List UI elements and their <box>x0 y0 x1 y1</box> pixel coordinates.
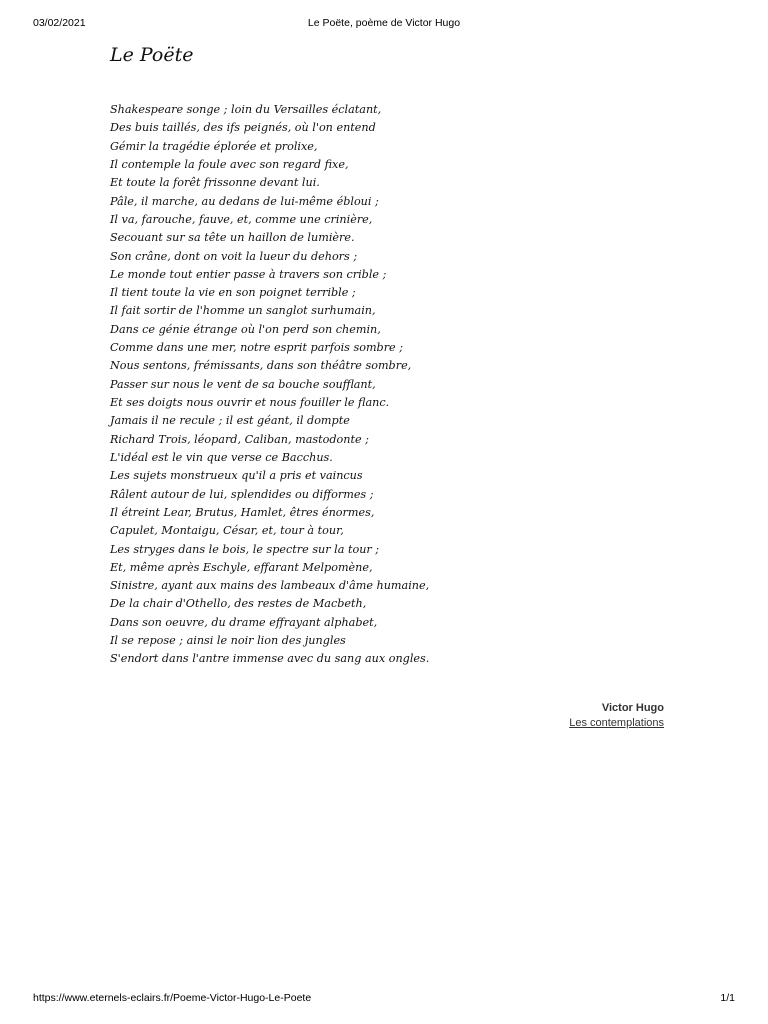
print-page-number: 1/1 <box>720 992 735 1004</box>
poem-line: Il se repose ; ainsi le noir lion des jungles <box>110 634 346 648</box>
poem-line: Capulet, Montaigu, César, et, tour à tour, <box>110 524 344 538</box>
poem-line: Il contemple la foule avec son regard fixe, <box>110 157 349 171</box>
attribution <box>569 701 664 731</box>
poem-line: Et ses doigts nous ouvrir et nous fouiller le flanc. <box>110 396 390 409</box>
author-name: Victor Hugo <box>601 702 664 714</box>
poem-line: S'endort dans l'antre immense avec du sang aux ongles. <box>110 652 430 666</box>
poem-line: Des buis taillés, des ifs peignés, où l'on entend <box>110 121 376 135</box>
poem-line: Le monde tout entier passe à travers son crible ; <box>110 267 387 281</box>
poem-line: Il va, farouche, fauve, et, comme une crinière, <box>110 212 373 226</box>
poem-line: Les sujets monstrueux qu'il a pris et vaincus <box>110 469 363 483</box>
poem-line: Comme dans une mer, notre esprit parfois sombre ; <box>110 341 404 355</box>
poem-line: Richard Trois, léopard, Caliban, mastodonte ; <box>110 432 369 446</box>
poem-line: Les stryges dans le bois, le spectre sur la tour ; <box>110 542 380 556</box>
poem-title: Le Poëte <box>110 44 194 66</box>
poem-line: Il tient toute la vie en son poignet terrible ; <box>110 286 356 300</box>
poem-line: Dans son oeuvre, du drame effrayant alphabet, <box>110 615 378 629</box>
poem-line: Gémir la tragédie éplorée et prolixe, <box>110 139 318 153</box>
poem-line: Et, même après Eschyle, effarant Melpomène, <box>110 560 373 574</box>
print-url: https://www.eternels-eclairs.fr/Poeme-Victor-Hugo-Le-Poete <box>33 992 312 1004</box>
poem-line: Et toute la forêt frissonne devant lui. <box>110 176 320 190</box>
collection-link[interactable]: Les contemplations <box>569 717 664 729</box>
poem-line: Son crâne, dont on voit la lueur du dehors ; <box>110 249 358 263</box>
poem-line: De la chair d'Othello, des restes de Macbeth, <box>110 597 367 611</box>
poem-body <box>110 101 429 669</box>
poem-line: Il fait sortir de l'homme un sanglot surhumain, <box>110 304 376 318</box>
poem-line: Secouant sur sa tête un haillon de lumière. <box>110 231 355 245</box>
poem-line: Dans ce génie étrange où l'on perd son chemin, <box>110 322 381 336</box>
print-footer <box>0 992 768 1006</box>
print-header <box>0 17 768 31</box>
print-page-title: Le Poëte, poème de Victor Hugo <box>307 17 461 29</box>
poem-line: Shakespeare songe ; loin du Versailles éclatant, <box>110 103 382 116</box>
poem-line: L'idéal est le vin que verse ce Bacchus. <box>110 450 333 464</box>
poem-line: Pâle, il marche, au dedans de lui-même ébloui ; <box>110 194 379 208</box>
poem-line: Sinistre, ayant aux mains des lambeaux d'âme humaine, <box>110 579 430 593</box>
poem-line: Il étreint Lear, Brutus, Hamlet, êtres énormes, <box>110 505 375 519</box>
print-date: 03/02/2021 <box>33 17 86 29</box>
poem-line: Passer sur nous le vent de sa bouche soufflant, <box>110 377 376 391</box>
poem-line: Jamais il ne recule ; il est géant, il dompte <box>110 414 350 428</box>
poem-line: Nous sentons, frémissants, dans son théâtre sombre, <box>110 359 412 373</box>
poem-line: Râlent autour de lui, splendides ou difformes ; <box>110 487 374 501</box>
